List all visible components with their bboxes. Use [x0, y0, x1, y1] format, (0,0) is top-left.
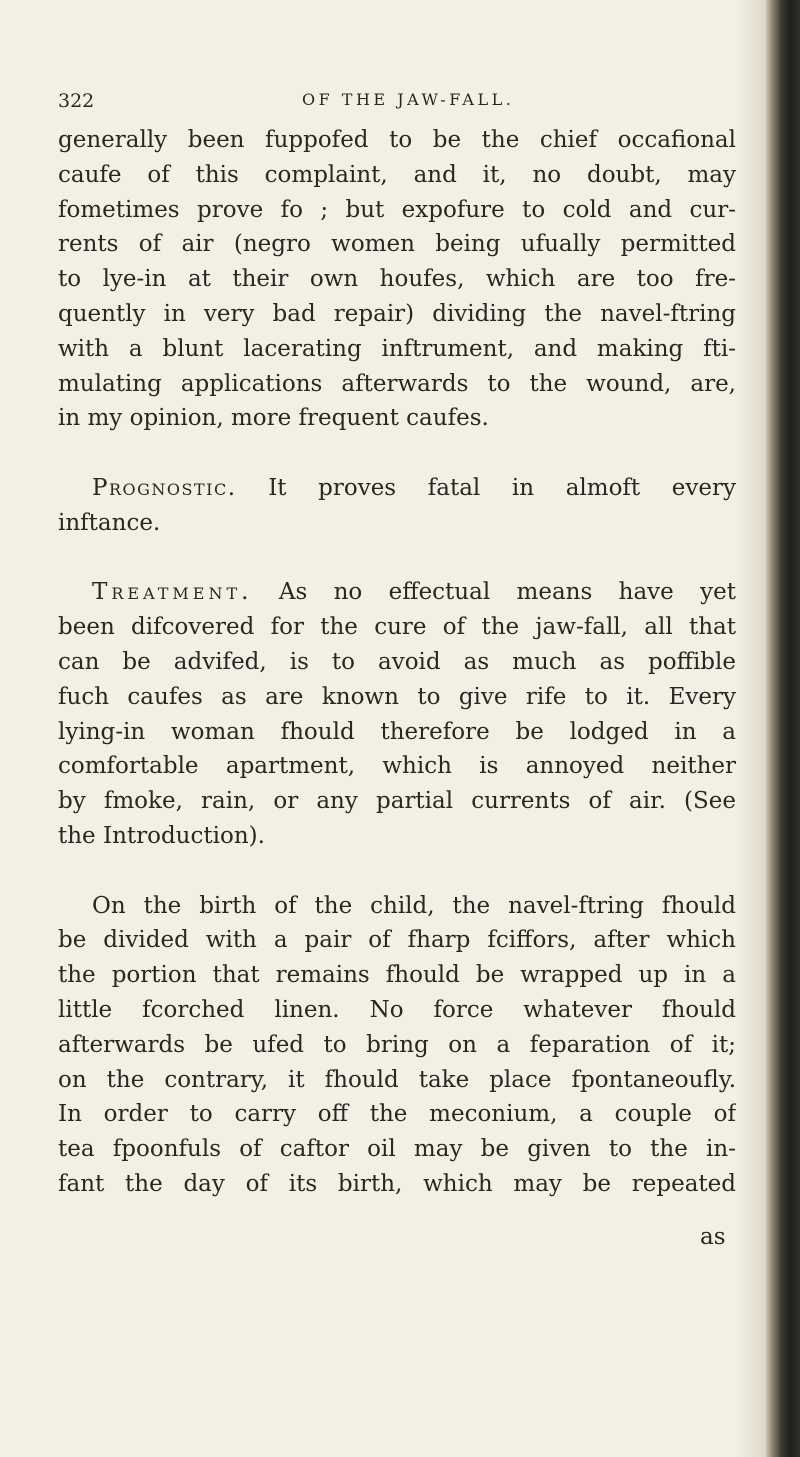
prognostic-line: [58, 471, 736, 506]
text-line: comfortable apartment, which is annoyed neither: [58, 753, 736, 780]
text-line: can be advifed, is to avoid as much as poffible: [58, 648, 736, 675]
text-line: with a blunt lacerating inftrument, and making fti-: [58, 335, 736, 362]
text-line: inftance.: [58, 509, 161, 536]
text-line: fuch caufes as are known to give rife to it. Every: [58, 683, 736, 710]
paragraph-gap: [58, 541, 736, 576]
book-binding-edge: [766, 0, 800, 1457]
paragraph-gap: [58, 436, 736, 471]
text-line: on the contrary, it fhould take place fpontaneoufly.: [58, 1066, 736, 1093]
treatment-heading: Treatment.: [92, 579, 253, 606]
text-line: tea fpoonfuls of caftor oil may be given to the in-: [58, 1136, 736, 1163]
prognostic-heading: Prognostic.: [92, 474, 237, 501]
page-number: 322: [58, 90, 95, 112]
text-line: been difcovered for the cure of the jaw-fall, all that: [58, 614, 736, 641]
running-head: [58, 90, 758, 120]
text-line: In order to carry off the meconium, a couple of: [58, 1101, 736, 1128]
text-line: caufe of this complaint, and it, no doubt, may: [58, 161, 736, 188]
text-line: by fmoke, rain, or any partial currents of air. (See: [58, 788, 736, 815]
treatment-text: As no effectual means have yet: [278, 579, 736, 606]
text-line: mulating applications afterwards to the wound, are,: [58, 370, 736, 397]
text-line: the Introduction).: [58, 822, 265, 849]
text-line: fometimes prove fo ; but expofure to cold and cur-: [58, 196, 736, 223]
text-line: afterwards be ufed to bring on a feparation of it;: [58, 1031, 736, 1058]
text-line: the portion that remains fhould be wrapped up in a: [58, 962, 736, 989]
text-line: be divided with a pair of fharp fciffors, after which: [58, 927, 736, 954]
text-line: generally been fuppofed to be the chief occafional: [58, 127, 736, 153]
text-line: little fcorched linen. No force whatever fhould: [58, 996, 736, 1023]
text-line: On the birth of the child, the navel-ftring fhould: [92, 892, 736, 919]
text-line: in my opinion, more frequent caufes.: [58, 405, 489, 432]
text-line: quently in very bad repair) dividing the navel-ftring: [58, 300, 736, 327]
text-line: lying-in woman fhould therefore be lodged in a: [58, 718, 736, 745]
text-line: to lye-in at their own houfes, which are too fre-: [58, 266, 736, 293]
running-head-title: OF THE JAW-FALL.: [302, 90, 515, 109]
text-line: rents of air (negro women being ufually permitted: [58, 231, 736, 258]
body-text: [58, 123, 736, 1202]
prognostic-text: It proves fatal in almoft every: [268, 474, 736, 501]
text-line: fant the day of its birth, which may be repeated: [58, 1170, 736, 1197]
catchword: as: [700, 1224, 726, 1250]
paragraph-gap: [58, 854, 736, 889]
treatment-line: [58, 575, 736, 610]
binding-shadow: [736, 0, 766, 1457]
